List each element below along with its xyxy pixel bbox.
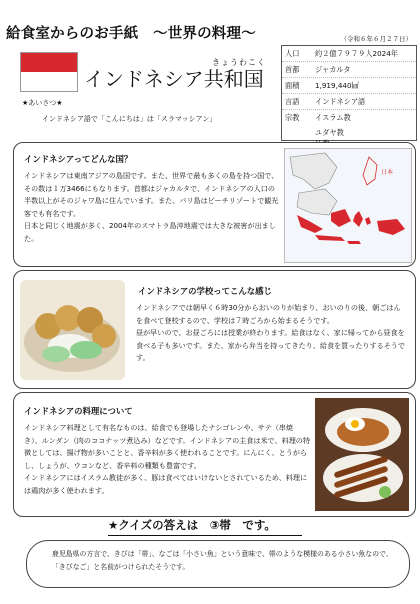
quiz-explanation-text: 鹿児島県の方言で、きびは「帯」、なごは「小さい魚」という意味で、帯のような模様のある小さい魚なので、「きびなご」と名前がつけられたそうです。 bbox=[52, 550, 393, 571]
indonesia-map bbox=[284, 148, 412, 263]
fact-key: 面積 bbox=[285, 80, 300, 90]
fact-key: 人口 bbox=[285, 48, 300, 58]
flag-white-band bbox=[21, 72, 77, 91]
fact-key: 首都 bbox=[285, 64, 300, 74]
fact-row bbox=[282, 110, 416, 125]
quiz-answer: ★クイズの答えは ③帯 です。 bbox=[108, 518, 276, 532]
fact-row bbox=[282, 78, 416, 94]
fact-row bbox=[282, 62, 416, 78]
fact-value: 1,919,440㎢ bbox=[315, 80, 359, 90]
section-country-heading: インドネシアってどんな国？ bbox=[24, 154, 133, 164]
fact-row bbox=[282, 46, 416, 62]
flag-red-band bbox=[21, 53, 77, 72]
issue-date: （令和６年６月２７日） bbox=[340, 35, 412, 43]
country-facts-table bbox=[281, 45, 417, 141]
food-photo-icon bbox=[315, 398, 409, 511]
religion-extra-item: ユダヤ教 bbox=[315, 128, 344, 137]
greeting-text: インドネシア語で「こんにちは」は「スラマッシアン」 bbox=[42, 115, 217, 123]
indonesia-flag-icon bbox=[20, 52, 78, 92]
fact-value: ジャカルタ bbox=[315, 64, 351, 74]
country-name-reading: きょうわこく bbox=[212, 58, 266, 67]
indonesian-dessert-photo bbox=[20, 280, 125, 380]
fact-value: インドネシア語 bbox=[315, 96, 366, 106]
map-icon bbox=[285, 149, 411, 262]
section-school-heading: インドネシアの学校ってこんな感じ bbox=[138, 286, 272, 296]
greeting-title: ★あいさつ★ bbox=[22, 99, 63, 107]
section-country-text: インドネシアは東南アジアの島国です。また、世界で最も多くの島を持つ国で、その数は１万3466にもなります。首都はジャカルタで、インドネシアの人口の半数以上がそのジャワ島に住んでいます。また、バリ島はビーチリゾートで観光客でも有名です。 日本と同じく地震が多く、2004年のスマトラ島沖地震では大きな被害が出ました。 bbox=[24, 171, 279, 243]
indonesian-food-photo bbox=[315, 398, 409, 511]
section-food-text: インドネシア料理として有名なものは、給食でも登場したナシゴレンや、サテ（串焼き）、ルンダン（肉のココナッツ煮込み）などです。インドネシアの主食は米で、料理の特徴としては、揚げ物が多いことと、香辛料が多く使われることです。にんにく、とうがらし、しょうが、ウコンなど、香辛料の種類も豊富です。 インドネシアにはイスラム教徒が多く、豚は食べてはいけないとされているため、料理には鶏肉が多く使われます。 bbox=[24, 423, 310, 495]
fact-key: 宗教 bbox=[285, 112, 300, 122]
section-food-heading: インドネシアの料理について bbox=[24, 406, 133, 416]
fact-key: 言語 bbox=[285, 96, 300, 106]
section-school-text: インドネシアでは朝早く６時30分からおいのりが始まり、おいのりの後、朝ごはんを食べて登校するので、学校は７時ごろから始まるそうです。 昼が早いので、お昼ごろには授業が終わります。給食はなく、家に帰ってから昼食を食べる子も多いです。また、家から弁当を持ってきたり、給食を買ったりするそうです。 bbox=[136, 303, 405, 363]
map-label-japan: 日本 bbox=[381, 169, 394, 176]
fact-row bbox=[282, 94, 416, 110]
fact-value: イスラム教 bbox=[315, 112, 351, 122]
page-title: 給食室からのお手紙 ～世界の料理～ bbox=[6, 26, 256, 42]
fact-value: 約２億７９７９人2024年 bbox=[315, 48, 398, 58]
country-name: インドネシア共和国 bbox=[84, 67, 264, 91]
quiz-answer-underline bbox=[108, 535, 302, 536]
dessert-photo-icon bbox=[20, 280, 125, 380]
